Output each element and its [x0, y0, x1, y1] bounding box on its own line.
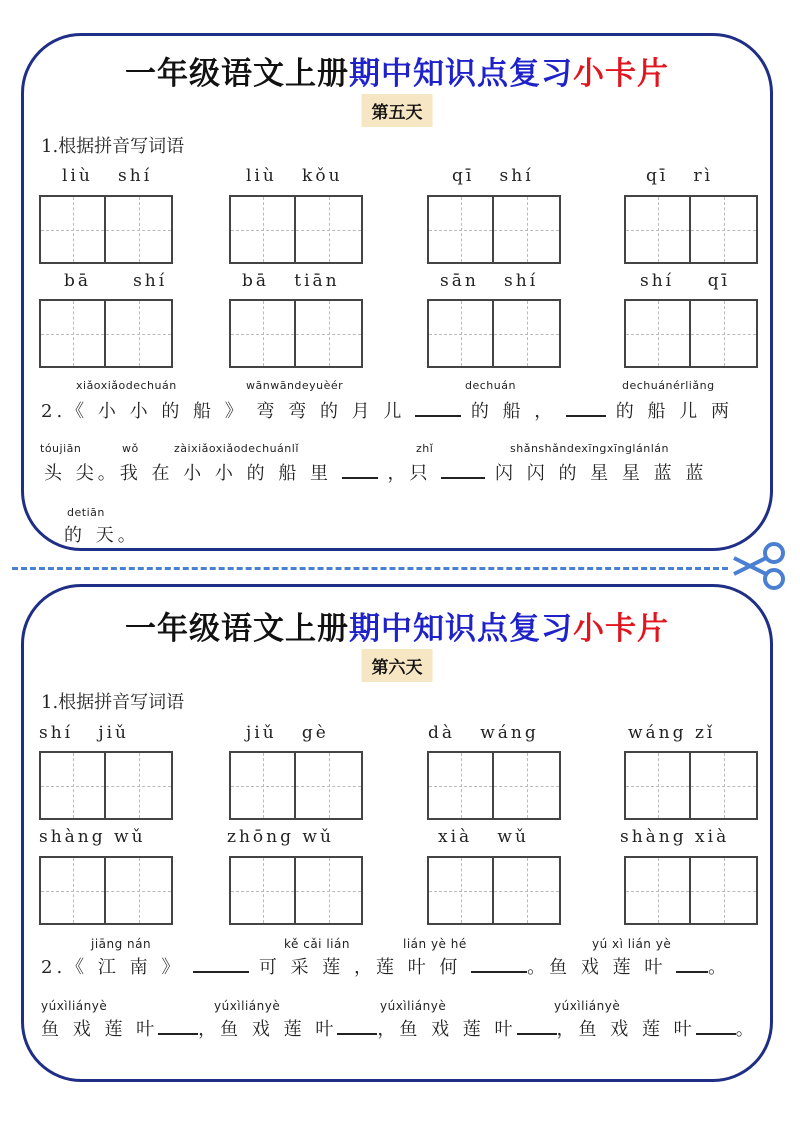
- day-label: 第六天: [362, 649, 433, 682]
- writing-box[interactable]: [427, 299, 561, 368]
- answer-blank[interactable]: [342, 459, 378, 479]
- pinyin-2: liù kǒu: [246, 166, 343, 186]
- review-card-day5: [21, 33, 773, 551]
- fill-line: 的 天。: [64, 525, 140, 546]
- cut-line: [12, 567, 728, 570]
- pinyin-1: liù shí: [62, 166, 153, 186]
- ruby-pinyin: lián yè hé: [403, 937, 467, 951]
- pinyin-7: sān shí: [440, 271, 539, 291]
- answer-blank[interactable]: [566, 397, 606, 417]
- pinyin-3: dà wáng: [428, 723, 539, 743]
- title-part-grade: 一年级语文上册: [125, 611, 349, 647]
- ruby-pinyin: dechuánérliǎng: [622, 379, 715, 392]
- pinyin-4: wáng zǐ: [628, 723, 716, 743]
- ruby-pinyin: wǒ: [122, 442, 139, 455]
- ruby-pinyin: tóujiān: [40, 442, 82, 455]
- writing-box[interactable]: [39, 195, 173, 264]
- ruby-pinyin: kě cǎi lián: [284, 937, 350, 951]
- title-part-review: 期中知识点复习: [349, 611, 573, 647]
- title-part-review: 期中知识点复习: [349, 56, 573, 92]
- writing-box[interactable]: [39, 856, 173, 925]
- ruby-pinyin: yúxìliányè: [380, 999, 447, 1013]
- pinyin-2: jiǔ gè: [246, 723, 329, 743]
- section1-heading: 1.根据拼音写词语: [41, 692, 185, 713]
- fill-line: 鱼 戏 莲 叶 ，鱼 戏 莲 叶 ，鱼 戏 莲 叶 ，鱼 戏 莲 叶 。: [41, 1015, 758, 1041]
- pinyin-6: bā tiān: [242, 271, 340, 291]
- card-title: [24, 48, 770, 93]
- writing-box[interactable]: [229, 751, 363, 820]
- writing-box[interactable]: [427, 195, 561, 264]
- pinyin-4: qī rì: [646, 166, 714, 186]
- ruby-pinyin: wānwāndeyuèér: [246, 379, 344, 392]
- section1-heading: 1.根据拼音写词语: [41, 136, 185, 157]
- ruby-pinyin: yúxìliányè: [214, 999, 281, 1013]
- answer-blank[interactable]: [415, 397, 461, 417]
- writing-box[interactable]: [229, 195, 363, 264]
- answer-blank[interactable]: [158, 1015, 198, 1035]
- pinyin-1: shí jiǔ: [39, 723, 130, 743]
- pinyin-5: shàng wǔ: [39, 827, 146, 847]
- ruby-pinyin: jiāng nán: [91, 937, 152, 951]
- ruby-pinyin: detiān: [67, 506, 105, 519]
- answer-blank[interactable]: [441, 459, 485, 479]
- writing-box[interactable]: [229, 299, 363, 368]
- review-card-day6: [21, 584, 773, 1082]
- fill-line: 2.《 小 小 的 船 》 弯 弯 的 月 儿 的 船 ， 的 船 儿 两: [41, 397, 733, 423]
- day-label: 第五天: [362, 94, 433, 127]
- pinyin-7: xià wǔ: [438, 827, 529, 847]
- pinyin-8: shí qī: [640, 271, 731, 291]
- answer-blank[interactable]: [337, 1015, 377, 1035]
- pinyin-5: bā shí: [64, 271, 168, 291]
- ruby-pinyin: yú xì lián yè: [592, 937, 672, 951]
- ruby-pinyin: zhǐ: [416, 442, 434, 455]
- answer-blank[interactable]: [193, 953, 249, 973]
- ruby-pinyin: zàixiǎoxiǎodechuánlǐ: [174, 442, 299, 455]
- answer-blank[interactable]: [696, 1015, 736, 1035]
- ruby-pinyin: dechuán: [465, 379, 516, 392]
- writing-box[interactable]: [39, 299, 173, 368]
- writing-box[interactable]: [229, 856, 363, 925]
- ruby-pinyin: yúxìliányè: [554, 999, 621, 1013]
- pinyin-6: zhōng wǔ: [227, 827, 334, 847]
- writing-box[interactable]: [624, 299, 758, 368]
- writing-box[interactable]: [624, 856, 758, 925]
- pinyin-8: shàng xià: [620, 827, 730, 847]
- writing-box[interactable]: [427, 856, 561, 925]
- writing-box[interactable]: [624, 195, 758, 264]
- card-title: [24, 603, 770, 648]
- answer-blank[interactable]: [517, 1015, 557, 1035]
- title-part-cards: 小卡片: [573, 56, 669, 92]
- writing-box[interactable]: [39, 751, 173, 820]
- fill-line: 2.《 江 南 》 可 采 莲 ，莲 叶 何 。鱼 戏 莲 叶 。: [41, 953, 730, 979]
- answer-blank[interactable]: [471, 953, 527, 973]
- ruby-pinyin: xiǎoxiǎodechuán: [76, 379, 177, 392]
- ruby-pinyin: shǎnshǎndexīngxīnglánlán: [510, 442, 669, 455]
- fill-line: 头 尖。我 在 小 小 的 船 里 ，只 闪 闪 的 星 星 蓝 蓝: [44, 459, 707, 485]
- writing-box[interactable]: [427, 751, 561, 820]
- title-part-grade: 一年级语文上册: [125, 56, 349, 92]
- title-part-cards: 小卡片: [573, 611, 669, 647]
- writing-box[interactable]: [624, 751, 758, 820]
- answer-blank[interactable]: [676, 953, 708, 973]
- pinyin-3: qī shí: [452, 166, 534, 186]
- scissors-icon: [730, 540, 792, 592]
- ruby-pinyin: yúxìliányè: [41, 999, 108, 1013]
